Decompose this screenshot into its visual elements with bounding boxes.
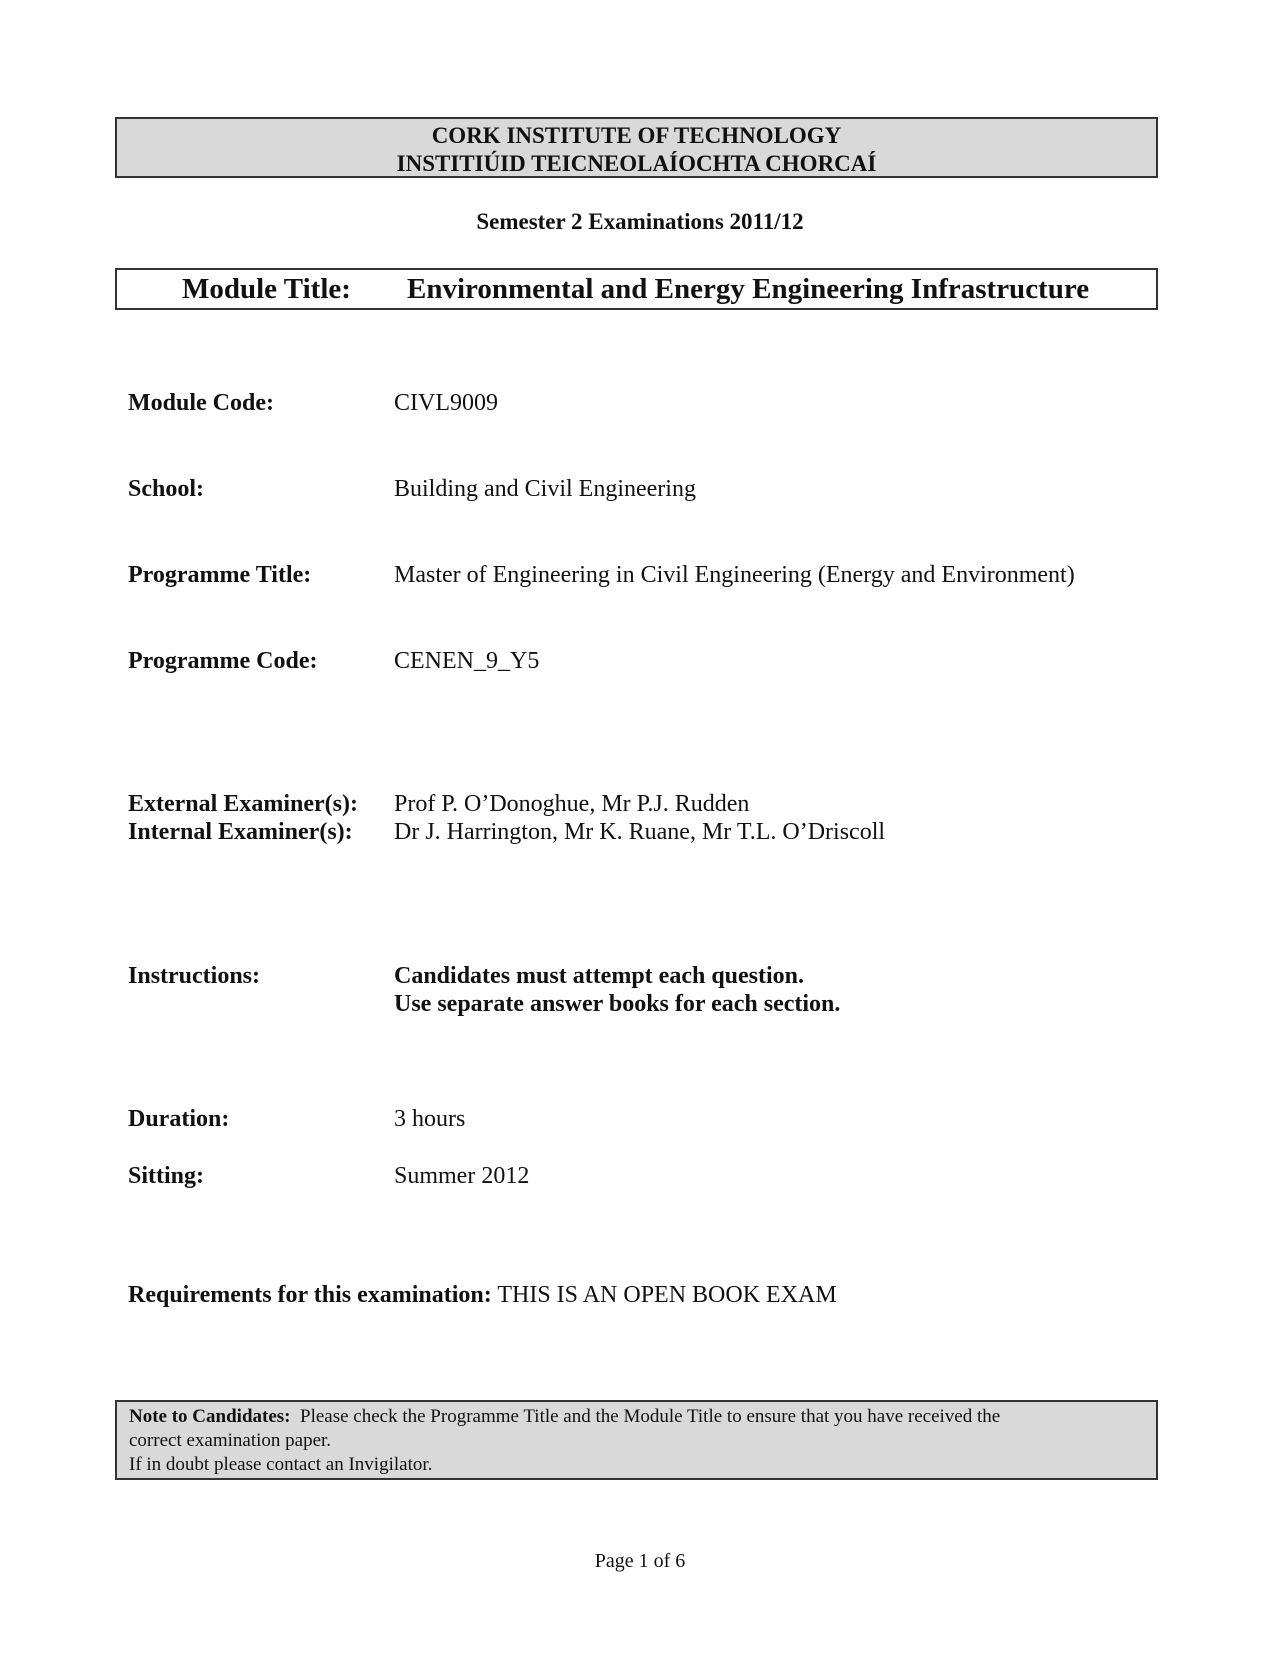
- external-examiners-value: Prof P. O’Donoghue, Mr P.J. Rudden: [394, 791, 750, 817]
- instructions-line-2: Use separate answer books for each section.: [394, 991, 841, 1017]
- duration-label: Duration:: [128, 1106, 230, 1132]
- note-line-1: [129, 1405, 1146, 1429]
- module-title-label: Module Title:: [182, 273, 351, 305]
- module-code-value: CIVL9009: [394, 390, 498, 416]
- note-label: Note to Candidates:: [129, 1406, 291, 1427]
- institution-name-english: CORK INSTITUTE OF TECHNOLOGY: [431, 123, 842, 148]
- note-text-2: correct examination paper.: [129, 1430, 332, 1451]
- institution-name-irish: INSTITIÚID TEICNEOLAÍOCHTA CHORCAÍ: [396, 151, 877, 176]
- note-to-candidates-box: [115, 1400, 1158, 1480]
- institution-header: [115, 117, 1158, 178]
- instructions-line-1: Candidates must attempt each question.: [394, 963, 805, 989]
- module-code-label: Module Code:: [128, 390, 274, 416]
- module-title-value: Environmental and Energy Engineering Infrastructure: [407, 273, 1090, 305]
- requirements-value: THIS IS AN OPEN BOOK EXAM: [497, 1282, 837, 1308]
- programme-code-label: Programme Code:: [128, 648, 318, 674]
- duration-value: 3 hours: [394, 1106, 466, 1132]
- school-label: School:: [128, 476, 205, 502]
- requirements-line: [128, 1282, 837, 1309]
- programme-code-value: CENEN_9_Y5: [394, 648, 540, 674]
- external-examiners-label: External Examiner(s):: [128, 791, 358, 817]
- sitting-value: Summer 2012: [394, 1163, 530, 1189]
- instructions-label: Instructions:: [128, 963, 261, 989]
- internal-examiners-value: Dr J. Harrington, Mr K. Ruane, Mr T.L. O’Driscoll: [394, 819, 886, 845]
- note-text-3: If in doubt please contact an Invigilator.: [129, 1454, 433, 1475]
- note-text-1: Please check the Programme Title and the Module Title to ensure that you have received the: [300, 1406, 1001, 1427]
- page-number: Page 1 of 6: [594, 1550, 686, 1572]
- requirements-label: Requirements for this examination:: [128, 1282, 492, 1308]
- module-title-box: [115, 268, 1158, 310]
- semester-heading: Semester 2 Examinations 2011/12: [476, 209, 804, 234]
- school-value: Building and Civil Engineering: [394, 476, 696, 502]
- programme-title-value: Master of Engineering in Civil Engineering (Energy and Environment): [394, 562, 1075, 588]
- internal-examiners-label: Internal Examiner(s):: [128, 819, 353, 845]
- programme-title-label: Programme Title:: [128, 562, 312, 588]
- sitting-label: Sitting:: [128, 1163, 205, 1189]
